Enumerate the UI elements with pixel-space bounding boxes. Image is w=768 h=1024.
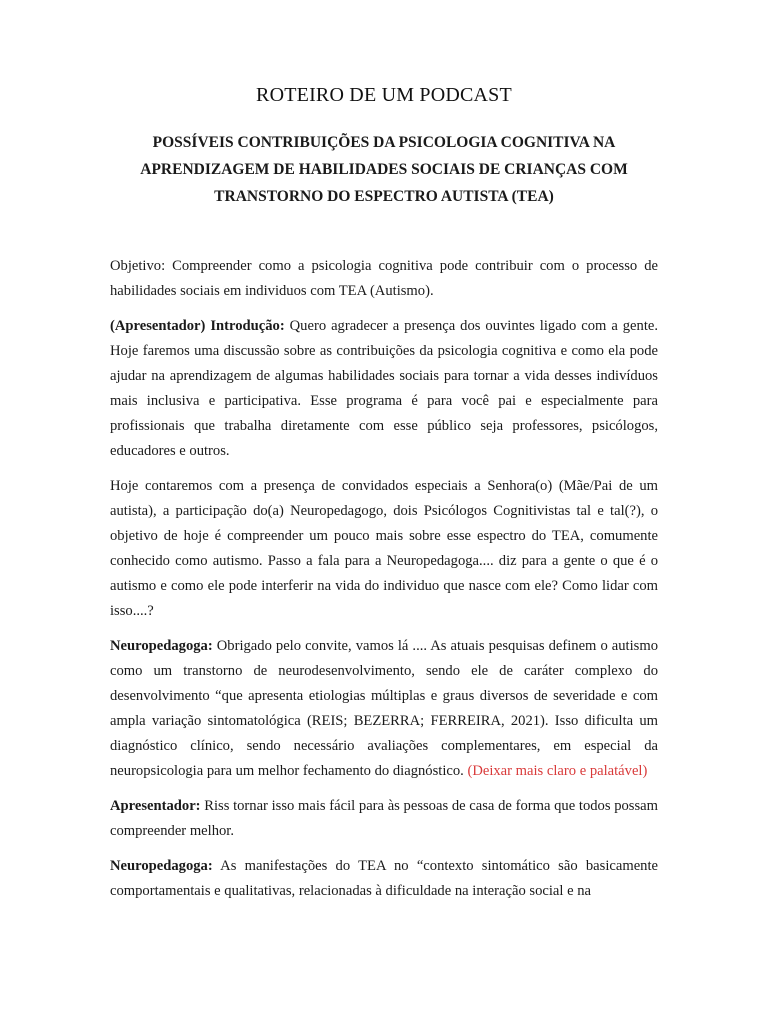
- speaker-label: Neuropedagoga:: [110, 638, 213, 654]
- paragraph-text: As manifestações do TEA no “contexto sintomático são basicamente comportamentais e qualitativas, relacionadas à dificuldade na interação social e na: [110, 858, 658, 899]
- subtitle-line: POSSÍVEIS CONTRIBUIÇÕES DA PSICOLOGIA COGNITIVA NA: [152, 134, 616, 151]
- speaker-label: (Apresentador) Introdução:: [110, 318, 285, 334]
- subtitle-line: APRENDIZAGEM DE HABILIDADES SOCIAIS DE CRIANÇAS COM: [140, 161, 628, 178]
- document-title: ROTEIRO DE UM PODCAST: [256, 84, 512, 106]
- neuropedagoga-paragraph-1: [110, 634, 658, 784]
- intro-paragraph: [110, 314, 658, 464]
- neuropedagoga-paragraph-2: [110, 854, 658, 904]
- guests-paragraph: Hoje contaremos com a presença de convidados especiais a Senhora(o) (Mãe/Pai de um autista), a participação do(a) Neuropedagogo, dois Psicólogos Cognitivistas tal e tal(?), o objetivo de hoje é compreender um pouco mais sobre esse espectro do TEA, comumente conhecido como autismo. Passo a fala para a Neuropedagoga.... diz para a gente o que é o autismo e como ele pode interferir na vida do individuo que nasce com ele? Como lidar com isso....?: [110, 478, 658, 619]
- subtitle-line: TRANSTORNO DO ESPECTRO AUTISTA (TEA): [214, 188, 554, 205]
- editor-note: (Deixar mais claro e palatável): [467, 763, 648, 779]
- speaker-label: Apresentador:: [110, 798, 201, 814]
- document-subtitle: [110, 129, 658, 210]
- apresentador-paragraph: [110, 794, 658, 844]
- paragraph-text: Riss tornar isso mais fácil para às pessoas de casa de forma que todos possam compreender melhor.: [110, 798, 658, 839]
- speaker-label: Neuropedagoga:: [110, 858, 213, 874]
- document-body: [110, 254, 658, 904]
- paragraph-text: Obrigado pelo convite, vamos lá .... As atuais pesquisas definem o autismo como um transtorno de neurodesenvolvimento, sendo ele de caráter complexo do desenvolvimento “que apresenta etiologias múltiplas e graus diversos de severidade e com ampla variação sintomatológica (REIS; BEZERRA; FERREIRA, 2021). Isso dificulta um diagnóstico clínico, sendo necessário avaliações complementares, em especial da neuropsicologia para um melhor fechamento do diagnóstico.: [110, 638, 658, 779]
- paragraph-text: Quero agradecer a presença dos ouvintes ligado com a gente. Hoje faremos uma discussão sobre as contribuições da psicologia cognitiva e como ela pode ajudar na aprendizagem de algumas habilidades sociais para tornar a vida desses indivíduos mais inclusiva e participativa. Esse programa é para você pai e especialmente para profissionais que trabalha diretamente com esse público seja professores, psicólogos, educadores e outros.: [110, 318, 659, 459]
- objective-paragraph: Objetivo: Compreender como a psicologia cognitiva pode contribuir com o processo de habilidades sociais em individuos com TEA (Autismo).: [110, 258, 658, 299]
